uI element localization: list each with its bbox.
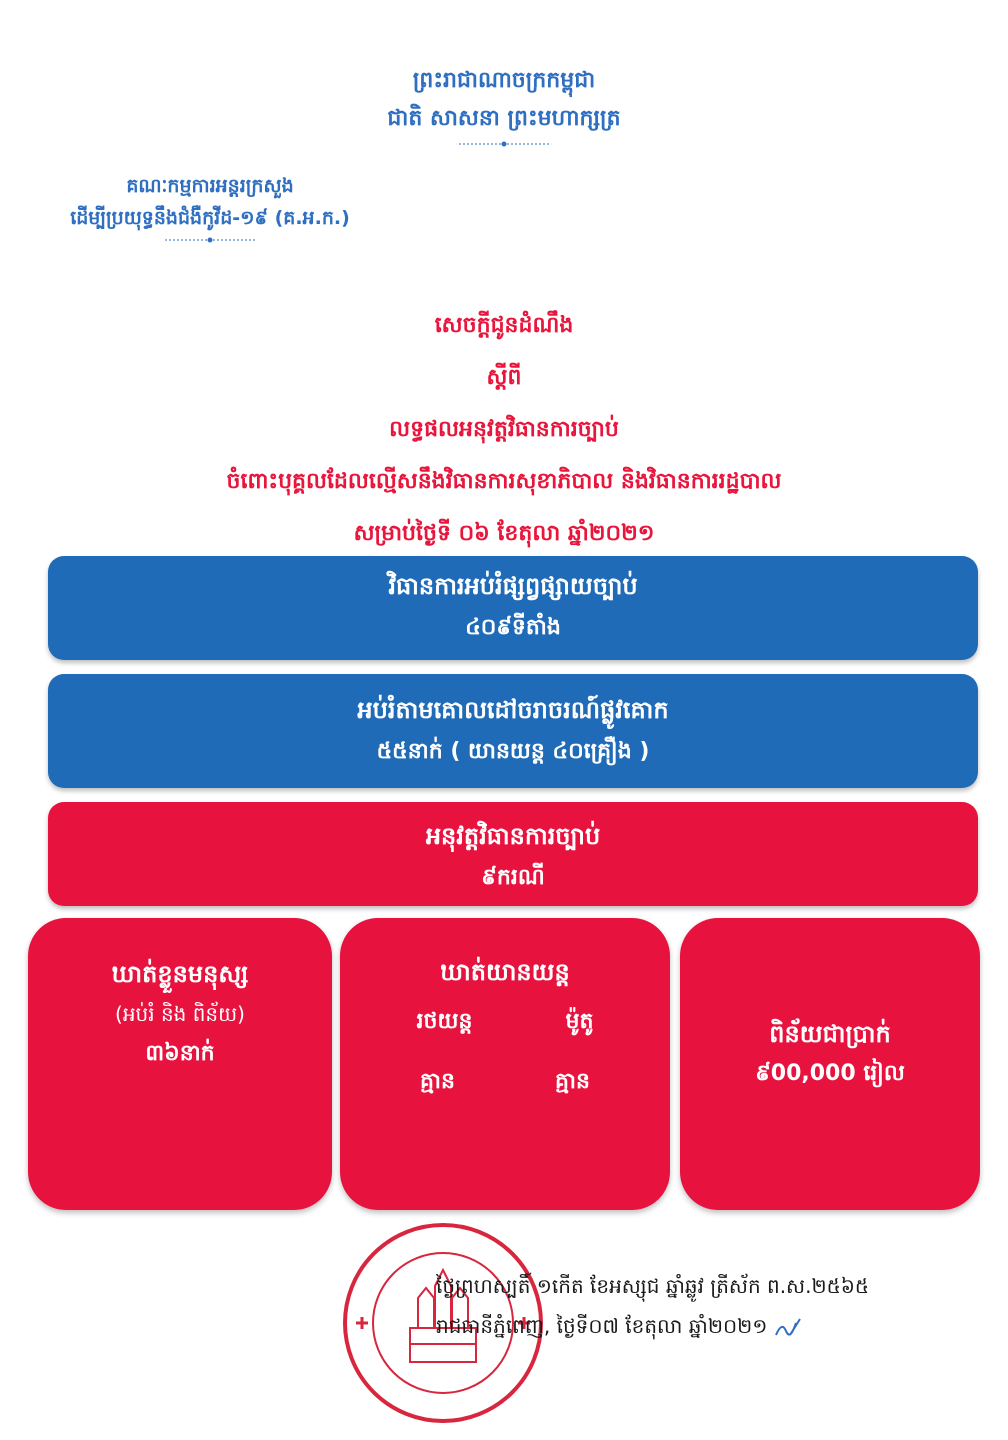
fine-card: [680, 918, 980, 1210]
national-motto: ជាតិ សាសនា ព្រះមហាក្សត្រ: [387, 106, 621, 131]
committee-line1: គណៈកម្មការអន្តរក្រសួង: [126, 175, 294, 197]
education-count: ៤០៩ទីតាំង: [465, 615, 561, 640]
headline-target: ចំពោះបុគ្គលដែលល្មើសនឹងវិធានការសុខាភិបាល និងវិធានការរដ្ឋបាល: [226, 469, 782, 494]
headline-title: សេចក្តីជូនដំណឹង: [434, 313, 574, 338]
detained-people-title: ឃាត់ខ្លួនមនុស្ស: [111, 960, 249, 988]
traffic-title: អប់រំតាមគោលដៅចរាចរណ៍ផ្លូវគោក: [357, 696, 669, 724]
enforcement-count: ៩ករណី: [481, 865, 545, 890]
vehicle-values-row: [340, 1052, 670, 1112]
fine-amount: ៩00,000 រៀល: [755, 1061, 905, 1086]
detained-people-count: ៣៦នាក់: [145, 1041, 215, 1066]
committee-header: [20, 170, 400, 244]
signature-icon: [774, 1317, 802, 1339]
fine-title: ពិន័យជាប្រាក់: [769, 1020, 891, 1048]
detained-vehicles-card: [340, 918, 670, 1210]
traffic-count: ៥៥នាក់ ( យានយន្ត ៤០គ្រឿង ): [376, 739, 650, 764]
detained-people-card: [28, 918, 332, 1210]
enforcement-box: [48, 802, 978, 906]
document-footer: [436, 1266, 869, 1346]
headline-date: សម្រាប់ថ្ងៃទី ០៦ ខែតុលា ឆ្នាំ២០២១: [353, 521, 655, 546]
detained-people-note: (អប់រំ និង ពិន័យ): [115, 1002, 245, 1026]
enforcement-title: អនុវត្តវិធានការច្បាប់: [425, 822, 601, 850]
announcement-headline: [0, 300, 1008, 560]
education-box: [48, 556, 978, 660]
footer-lunar-date: ថ្ងៃព្រហស្បតិ៍ ១កើត ខែអស្សុជ ឆ្នាំឆ្លូវ ត្រីស័ក ព.ស.២៥៦៥: [436, 1274, 870, 1298]
headline-about: ស្តីពី: [486, 365, 522, 390]
footer-place-date: [436, 1306, 869, 1346]
detained-vehicles-title: ឃាត់យានយន្ត: [440, 958, 570, 986]
car-label: រថយន្ត: [416, 1009, 473, 1034]
ornament-divider-icon: [165, 236, 255, 244]
car-value: គ្មាន: [420, 1069, 455, 1094]
moto-label: ម៉ូតូ: [565, 1009, 594, 1034]
national-header: [0, 62, 1008, 148]
kingdom-title: ព្រះរាជាណាចក្រកម្ពុជា: [412, 68, 596, 93]
moto-value: គ្មាន: [555, 1069, 590, 1094]
traffic-box: [48, 674, 978, 788]
ornament-divider-icon: [459, 140, 549, 148]
committee-line2: ដើម្បីប្រយុទ្ធនឹងជំងឺកូវីដ-១៩ (គ.អ.ក.): [70, 207, 350, 229]
headline-subject: លទ្ធផលអនុវត្តវិធានការច្បាប់: [389, 417, 619, 442]
footer-place-date-text: រាជធានីភ្នំពេញ, ថ្ងៃទី០៧ ខែតុលា ឆ្នាំ២០២១: [436, 1314, 768, 1338]
education-title: វិធានការអប់រំផ្សព្វផ្សាយច្បាប់: [388, 572, 638, 600]
vehicle-types-row: [340, 992, 670, 1052]
